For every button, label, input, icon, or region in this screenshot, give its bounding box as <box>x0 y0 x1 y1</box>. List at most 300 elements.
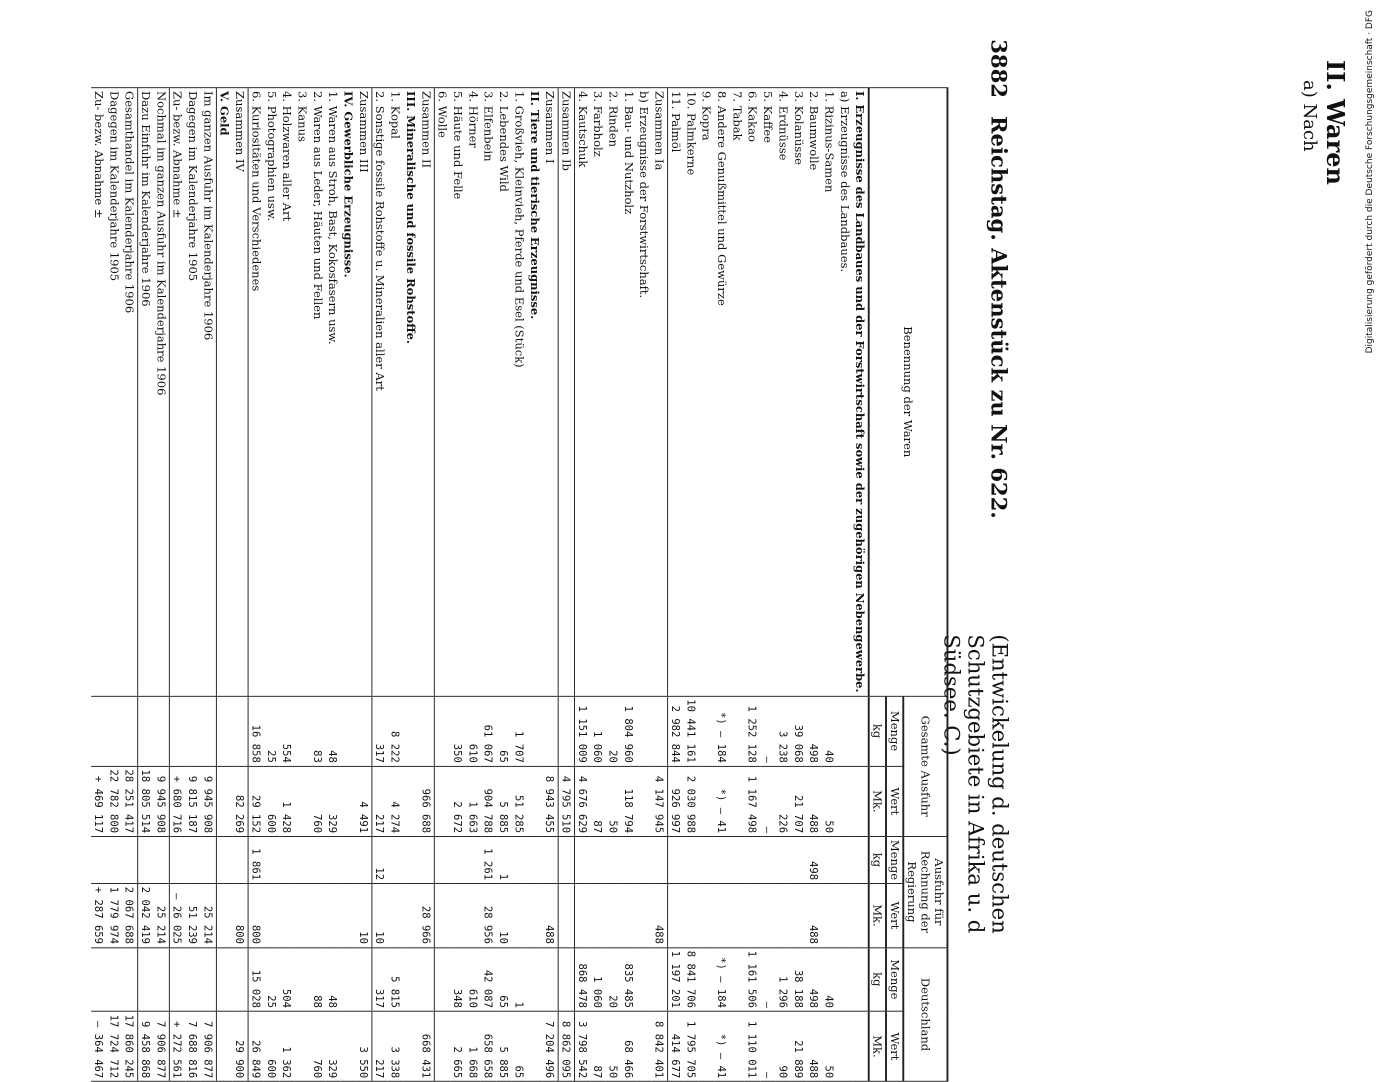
row-value: 488 <box>806 1011 821 1081</box>
row-label: 3. Kanus <box>295 88 310 696</box>
table-row <box>122 88 138 1082</box>
row-value <box>621 883 636 947</box>
row-value: 488 <box>806 883 821 947</box>
table-row <box>806 88 821 1082</box>
table-row <box>527 88 542 1082</box>
row-value: 8 862 095 <box>558 1011 574 1081</box>
table-body <box>91 88 869 1082</box>
table-row <box>852 88 868 1082</box>
row-value <box>341 947 356 1011</box>
table-row <box>418 88 434 1082</box>
row-value <box>837 696 852 766</box>
row-value: 5 815 <box>388 947 403 1011</box>
row-value: 1 167 498 <box>745 766 760 836</box>
row-value: 4 676 629 <box>574 766 590 836</box>
row-value <box>837 766 852 836</box>
col-menge-unit: kg <box>869 947 886 1011</box>
row-value: 7 204 496 <box>542 1011 558 1081</box>
row-value: 50 <box>822 766 837 836</box>
row-value <box>341 1011 356 1081</box>
row-value: 1 197 201 <box>668 947 684 1011</box>
row-value: + 680 716 <box>169 766 185 836</box>
table-row <box>776 88 791 1082</box>
table-row <box>325 88 340 1082</box>
row-value: 904 788 <box>481 766 496 836</box>
row-value: 38 188 <box>791 947 806 1011</box>
row-value: 25 214 <box>201 883 217 947</box>
table-row <box>201 88 217 1082</box>
row-label: 1. Waren aus Stroh, Bast, Kokosfasern usw. <box>325 88 340 696</box>
row-value: 25 214 <box>154 883 170 947</box>
row-value <box>310 883 325 947</box>
row-value: 329 <box>325 1011 340 1081</box>
row-label: Dagegen im Kalenderjahre 1905 <box>106 88 121 696</box>
row-label: 2. Lebendes Wild <box>496 88 511 696</box>
row-value: 5 885 <box>496 1011 511 1081</box>
row-value <box>745 883 760 947</box>
statistics-table <box>91 87 948 1082</box>
row-label: 1. Rizinus-Samen <box>822 88 837 696</box>
row-value: 3 238 <box>776 696 791 766</box>
row-value <box>621 836 636 883</box>
row-value: — 364 467 <box>91 1011 106 1081</box>
col-menge: Menge <box>886 947 903 1011</box>
page-header <box>938 20 1011 980</box>
table-row <box>760 88 775 1082</box>
row-value: 28 966 <box>418 883 434 947</box>
row-value: 488 <box>542 883 558 947</box>
col-header-name: Benennung der Waren <box>869 88 948 696</box>
table-row <box>791 88 806 1082</box>
table-row <box>699 88 714 1082</box>
row-value <box>745 836 760 883</box>
row-value <box>106 947 121 1011</box>
row-label: 4. Holzwaren aller Art <box>279 88 294 696</box>
row-value: — <box>760 766 775 836</box>
row-value: 10 <box>496 883 511 947</box>
row-value: 21 707 <box>791 766 806 836</box>
row-label: Zusammen IV <box>232 88 248 696</box>
row-label: 3. Elfenbein <box>481 88 496 696</box>
table-row <box>496 88 511 1082</box>
row-value: — <box>760 1011 775 1081</box>
row-value <box>527 766 542 836</box>
dfg-text: Digitalisierung gefördert durch die Deutsche Forschungsgemeinschaft · DFG <box>1365 10 1375 354</box>
row-value <box>356 696 372 766</box>
row-value <box>138 947 154 1011</box>
row-value <box>652 836 668 883</box>
row-value <box>450 836 465 883</box>
row-value: 1 161 506 <box>745 947 760 1011</box>
row-value <box>122 836 138 883</box>
row-value <box>730 836 745 883</box>
row-value: + 272 561 <box>169 1011 185 1081</box>
table-row <box>356 88 372 1082</box>
row-value <box>852 947 868 1011</box>
row-label: Gesamthandel im Kalenderjahre 1906 <box>122 88 138 696</box>
row-value <box>822 883 837 947</box>
table-row <box>714 88 729 1082</box>
row-value: 800 <box>248 883 264 947</box>
row-value <box>232 696 248 766</box>
row-value: 39 068 <box>791 696 806 766</box>
row-label: 1. Bau- und Nutzholz <box>621 88 636 696</box>
row-value: 3 550 <box>356 1011 372 1081</box>
table-row <box>822 88 837 1082</box>
row-value: 16 858 <box>248 696 264 766</box>
row-value <box>434 766 450 836</box>
row-value: 9 815 187 <box>185 766 200 836</box>
row-value <box>295 947 310 1011</box>
row-value <box>185 947 200 1011</box>
row-value: 40 <box>822 947 837 1011</box>
row-value: 8 842 401 <box>652 1011 668 1081</box>
row-value: 4 274 <box>388 766 403 836</box>
row-label: 4. Erdnüsse <box>776 88 791 696</box>
row-value <box>606 883 621 947</box>
row-label: 10. Palmkerne <box>683 88 698 696</box>
row-value: 20 <box>606 947 621 1011</box>
row-value <box>606 836 621 883</box>
row-value: 217 <box>372 766 388 836</box>
row-value: 10 <box>356 883 372 947</box>
row-value: 1 252 128 <box>745 696 760 766</box>
row-value: + 469 117 <box>91 766 106 836</box>
row-value <box>216 883 232 947</box>
row-value: 658 658 <box>481 1011 496 1081</box>
row-value <box>837 1011 852 1081</box>
row-label: Dazu Einfuhr im Kalenderjahre 1906 <box>138 88 154 696</box>
row-value <box>683 883 698 947</box>
row-value: 68 466 <box>621 1011 636 1081</box>
section-subtitle: a) Nach <box>1299 80 1320 152</box>
table-row <box>310 88 325 1082</box>
row-label: 1. Kopal <box>388 88 403 696</box>
row-value: + 287 659 <box>91 883 106 947</box>
row-value <box>341 696 356 766</box>
row-value <box>652 696 668 766</box>
row-value <box>852 766 868 836</box>
row-value: 51 239 <box>185 883 200 947</box>
row-value <box>388 836 403 883</box>
row-value: 4 795 510 <box>558 766 574 836</box>
row-value: 90 <box>776 1011 791 1081</box>
row-value: 10 <box>372 883 388 947</box>
row-value: 25 <box>264 696 279 766</box>
table-row <box>606 88 621 1082</box>
row-value: 61 067 <box>481 696 496 766</box>
row-value <box>837 836 852 883</box>
col-wert-unit: Mk. <box>869 1011 886 1081</box>
row-value <box>138 836 154 883</box>
row-value <box>264 883 279 947</box>
section-title: II. Waren <box>1321 60 1350 185</box>
page-content <box>0 20 1030 1079</box>
row-value: 65 <box>496 696 511 766</box>
row-value: 25 <box>264 947 279 1011</box>
row-value <box>527 696 542 766</box>
row-label: Dagegen im Kalenderjahre 1905 <box>185 88 200 696</box>
row-value <box>169 696 185 766</box>
row-value: 9 458 868 <box>138 1011 154 1081</box>
row-value <box>106 696 121 766</box>
row-value <box>527 836 542 883</box>
row-value <box>527 883 542 947</box>
row-value <box>837 947 852 1011</box>
row-value: 26 849 <box>248 1011 264 1081</box>
row-value <box>730 696 745 766</box>
row-value <box>512 883 527 947</box>
row-value: 760 <box>310 766 325 836</box>
table-row <box>636 88 651 1082</box>
table-row <box>341 88 356 1082</box>
row-value: 926 997 <box>668 766 684 836</box>
row-value <box>403 766 418 836</box>
row-value: 1 <box>496 836 511 883</box>
table-row <box>154 88 170 1082</box>
row-label: 5. Häute und Felle <box>450 88 465 696</box>
row-value: 50 <box>606 1011 621 1081</box>
row-value: 2 030 988 <box>683 766 698 836</box>
row-value: 317 <box>372 696 388 766</box>
dfg-sidebar <box>1365 10 1381 990</box>
table-row <box>295 88 310 1082</box>
row-value: 668 431 <box>418 1011 434 1081</box>
row-value: 498 <box>806 947 821 1011</box>
row-value <box>590 883 605 947</box>
table-row <box>558 88 574 1082</box>
row-value <box>776 836 791 883</box>
row-value <box>542 947 558 1011</box>
row-value: 87 <box>590 766 605 836</box>
table-row <box>466 88 481 1082</box>
row-label: II. Tiere und tierische Erzeugnisse. <box>527 88 542 696</box>
row-value <box>466 836 481 883</box>
table-row <box>450 88 465 1082</box>
row-value <box>169 836 185 883</box>
row-value <box>418 696 434 766</box>
row-label: Im ganzen Ausfuhr im Kalenderjahre 1906 <box>201 88 217 696</box>
row-value <box>216 766 232 836</box>
row-value <box>527 947 542 1011</box>
row-value: 29 900 <box>232 1011 248 1081</box>
row-value <box>310 836 325 883</box>
row-value: 9 945 908 <box>154 766 170 836</box>
row-value: 83 <box>310 696 325 766</box>
row-label: 2. Rinden <box>606 88 621 696</box>
row-value: 88 <box>310 947 325 1011</box>
row-value: 760 <box>310 1011 325 1081</box>
row-value <box>169 947 185 1011</box>
row-value: 1 861 <box>248 836 264 883</box>
row-value: 17 724 712 <box>106 1011 121 1081</box>
row-value <box>403 1011 418 1081</box>
row-value <box>122 947 138 1011</box>
row-value: 1 060 <box>590 696 605 766</box>
row-value: 488 <box>652 883 668 947</box>
row-value: 1 795 705 <box>683 1011 698 1081</box>
row-label: 9. Kopra <box>699 88 714 696</box>
row-value <box>699 1011 714 1081</box>
row-label: Zusammen I <box>542 88 558 696</box>
row-value: 498 <box>806 696 821 766</box>
table-row <box>403 88 418 1082</box>
row-label: b) Erzeugnisse der Forstwirtschaft. <box>636 88 651 696</box>
table-row <box>388 88 403 1082</box>
row-label: Zu- bezw. Abnahme ± <box>91 88 106 696</box>
row-value <box>232 947 248 1011</box>
row-value <box>714 883 729 947</box>
col-wert: Wert <box>886 1011 903 1081</box>
row-value <box>185 696 200 766</box>
table-row <box>730 88 745 1082</box>
row-value: 2 042 419 <box>138 883 154 947</box>
col-header-de: Deutschland <box>903 947 947 1081</box>
row-label: 3. Kolanüsse <box>791 88 806 696</box>
row-value: 600 <box>264 766 279 836</box>
row-value: 800 <box>232 883 248 947</box>
row-value <box>668 883 684 947</box>
row-value <box>295 883 310 947</box>
row-label: Nochmal im ganzen Ausfuhr im Kalenderjahre 1906 <box>154 88 170 696</box>
row-value <box>295 696 310 766</box>
row-value <box>295 1011 310 1081</box>
row-value <box>852 696 868 766</box>
row-value <box>154 947 170 1011</box>
table-row <box>621 88 636 1082</box>
row-value: 118 794 <box>621 766 636 836</box>
row-value: 40 <box>822 696 837 766</box>
row-value <box>418 836 434 883</box>
row-value: 1 060 <box>590 947 605 1011</box>
row-value <box>185 836 200 883</box>
row-value <box>852 1011 868 1081</box>
row-value <box>760 836 775 883</box>
row-value: 8 222 <box>388 696 403 766</box>
col-wert-unit: Mk. <box>869 883 886 947</box>
row-value <box>590 836 605 883</box>
row-value: 28 956 <box>481 883 496 947</box>
row-label: Zusammen III <box>356 88 372 696</box>
row-value: 835 485 <box>621 947 636 1011</box>
row-value: 610 <box>466 696 481 766</box>
row-value: 8 943 455 <box>542 766 558 836</box>
row-value: 1 804 960 <box>621 696 636 766</box>
row-label: 2. Waren aus Leder, Häuten und Fellen <box>310 88 325 696</box>
row-value <box>91 836 106 883</box>
row-value: 18 805 514 <box>138 766 154 836</box>
table-row <box>512 88 527 1082</box>
row-value <box>418 947 434 1011</box>
row-label: V. Geld <box>216 88 232 696</box>
row-value: 3 338 <box>388 1011 403 1081</box>
row-value: 610 <box>466 947 481 1011</box>
row-label: Zusammen Ib <box>558 88 574 696</box>
row-value: 12 <box>372 836 388 883</box>
row-value <box>264 836 279 883</box>
row-value: 1 <box>512 947 527 1011</box>
row-value: 1 261 <box>481 836 496 883</box>
page-number: 3882 <box>985 39 1011 98</box>
row-label: Zusammen Ia <box>652 88 668 696</box>
row-value <box>699 836 714 883</box>
row-value: 1 663 <box>466 766 481 836</box>
row-value: — <box>760 696 775 766</box>
row-value: 2 982 844 <box>668 696 684 766</box>
row-value <box>216 1011 232 1081</box>
table-row <box>683 88 698 1082</box>
row-value: 28 251 417 <box>122 766 138 836</box>
row-value: 1 296 <box>776 947 791 1011</box>
row-value <box>201 836 217 883</box>
row-value <box>730 883 745 947</box>
table-row <box>434 88 450 1082</box>
row-label: 8. Andere Genußmittel und Gewürze <box>714 88 729 696</box>
table-row <box>248 88 264 1082</box>
row-value <box>699 696 714 766</box>
table-row <box>232 88 248 1082</box>
row-value <box>434 947 450 1011</box>
row-value <box>852 836 868 883</box>
table-row <box>481 88 496 1082</box>
row-value: 65 <box>512 1011 527 1081</box>
row-value: 488 <box>806 766 821 836</box>
col-wert: Wert <box>886 883 903 947</box>
row-value <box>295 766 310 836</box>
row-value <box>699 766 714 836</box>
col-header-total: Gesamte Ausfuhr <box>903 696 947 837</box>
row-value: 51 285 <box>512 766 527 836</box>
row-value: 22 782 800 <box>106 766 121 836</box>
row-value <box>434 1011 450 1081</box>
row-value <box>636 766 651 836</box>
row-label: 6. Kuriositäten und Verschiedenes <box>248 88 264 696</box>
row-value <box>730 766 745 836</box>
row-label: 1. Großvieh, Kleinvieh, Pferde und Esel (Stück) <box>512 88 527 696</box>
row-value <box>403 836 418 883</box>
col-menge: Menge <box>886 836 903 883</box>
row-value <box>341 883 356 947</box>
row-value: 8 841 706 <box>683 947 698 1011</box>
row-value: 4 491 <box>356 766 372 836</box>
row-value <box>791 836 806 883</box>
table-row <box>745 88 760 1082</box>
row-value <box>558 836 574 883</box>
row-value <box>558 883 574 947</box>
row-value: 17 860 245 <box>122 1011 138 1081</box>
row-value: 554 <box>279 696 294 766</box>
row-value: 10 441 161 <box>683 696 698 766</box>
row-value <box>434 883 450 947</box>
row-value <box>154 836 170 883</box>
row-label: 11. Palmöl <box>668 88 684 696</box>
table-row <box>837 88 852 1082</box>
row-value <box>558 696 574 766</box>
row-value: 48 <box>325 947 340 1011</box>
row-value <box>279 836 294 883</box>
table-row <box>264 88 279 1082</box>
row-value <box>852 883 868 947</box>
row-value <box>450 883 465 947</box>
row-value <box>325 883 340 947</box>
row-value: 82 269 <box>232 766 248 836</box>
table-row <box>668 88 684 1082</box>
row-value: 42 087 <box>481 947 496 1011</box>
row-label: 5. Photographien usw. <box>264 88 279 696</box>
row-value <box>216 696 232 766</box>
row-value <box>636 836 651 883</box>
row-value <box>356 836 372 883</box>
